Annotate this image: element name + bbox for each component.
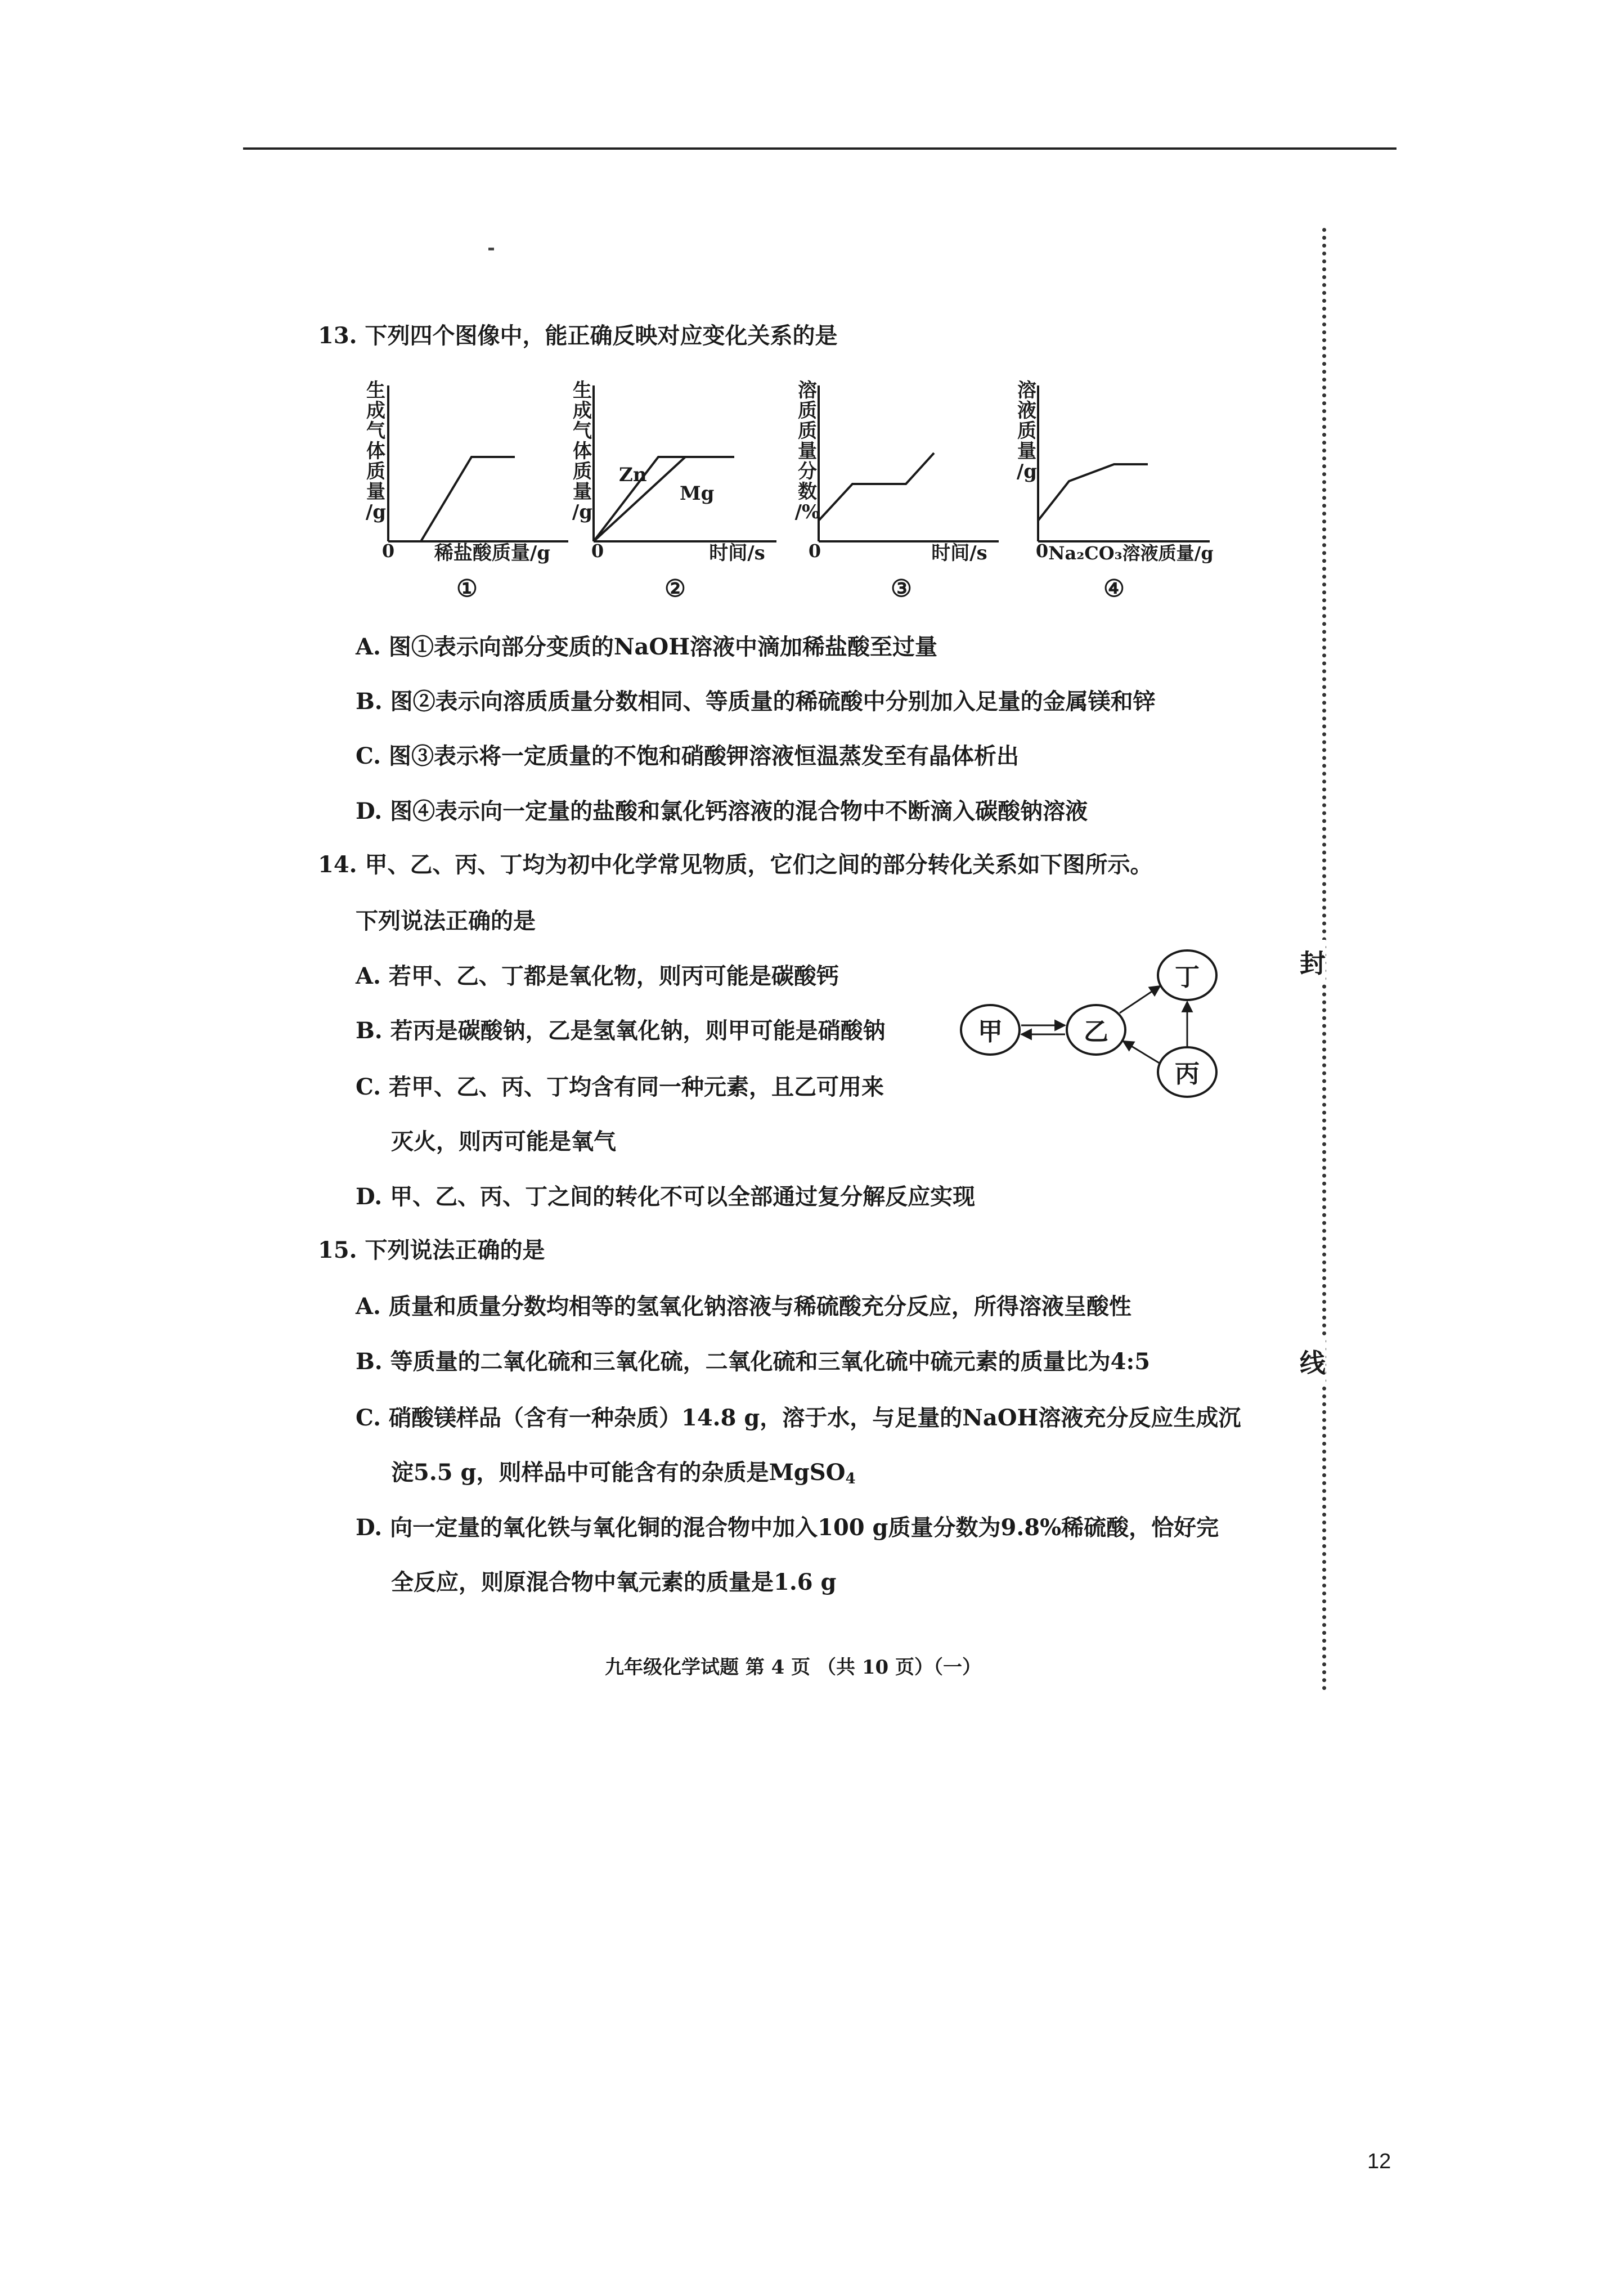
graph-1-ylabel-char: /g (365, 501, 387, 523)
graph-2-xlabel: 时间/s (709, 542, 765, 564)
node-yi: 乙 (1084, 1017, 1108, 1046)
q14-stem-2: 下列说法正确的是 (356, 908, 536, 934)
graph-4 (1017, 379, 1214, 602)
page-footer: 九年级化学试题 第 4 页 （共 10 页）（一） (605, 1656, 981, 1679)
graph-2-ylabel-char: 气 (573, 420, 592, 442)
graph-1-ylabel-char: 量 (366, 481, 385, 503)
q14-option-c: C. 若甲、乙、丙、丁均含有同一种元素，且乙可用来 (356, 1074, 884, 1100)
graph-3-xlabel: 时间/s (931, 542, 987, 564)
graph-3-ylabel-char: 数 (798, 481, 817, 503)
graph-2-ylabel-char: 量 (573, 481, 592, 503)
graph-3-ylabel (795, 379, 820, 523)
top-rule (243, 147, 1397, 150)
scan-speck (488, 248, 494, 250)
graph-3-ylabel-char: /% (794, 501, 820, 523)
q14-option-a: A. 若甲、乙、丁都是氧化物，则丙可能是碳酸钙 (356, 963, 839, 989)
graph-4-ylabel (1017, 379, 1037, 483)
node-jia: 甲 (978, 1017, 1003, 1046)
graph-1-ylabel-char: 成 (366, 400, 385, 422)
graph-1-ylabel-char: 生 (366, 379, 385, 402)
q13-option-a: A. 图①表示向部分变质的NaOH溶液中滴加稀盐酸至过量 (356, 634, 938, 660)
q15-stem: 15. 下列说法正确的是 (318, 1237, 545, 1263)
q15-option-b: B. 等质量的二氧化硫和三氧化硫，二氧化硫和三氧化硫中硫元素的质量比为4:5 (356, 1348, 1151, 1375)
graph-2-origin: 0 (591, 540, 604, 562)
q13-option-c: C. 图③表示将一定质量的不饱和硝酸钾溶液恒温蒸发至有晶体析出 (356, 743, 1019, 769)
graph-4-ylabel-char: 液 (1017, 400, 1036, 422)
graph-4-ylabel-char: 溶 (1017, 379, 1036, 402)
graph-1-origin: 0 (381, 540, 395, 562)
page-number: 12 (1367, 2150, 1391, 2173)
graph-1-ylabel-char: 质 (366, 460, 385, 483)
q14-diagram (961, 950, 1216, 1097)
graph-1-ylabel-char: 体 (366, 440, 385, 463)
q15-option-c-text: 淀5.5 g，则样品中可能含有的杂质是MgSO (391, 1459, 846, 1486)
q15-option-d-cont: 全反应，则原混合物中氧元素的质量是1.6 g (391, 1569, 837, 1595)
graph-2-ylabel-char: 成 (573, 400, 592, 422)
graph-4-origin: 0 (1035, 540, 1049, 562)
graph-2-ylabel-char: 生 (573, 379, 592, 402)
q14-option-d: D. 甲、乙、丙、丁之间的转化不可以全部通过复分解反应实现 (356, 1183, 976, 1210)
graph-3-ylabel-char: 量 (798, 440, 817, 463)
graph-3-number: ③ (891, 575, 912, 602)
q15-option-c-subscript: 4 (845, 1470, 856, 1487)
node-ding: 丁 (1175, 963, 1200, 992)
graph-4-xlabel: Na₂CO₃溶液质量/g (1048, 542, 1214, 564)
graph-1-ylabel (366, 379, 386, 523)
node-bing: 丙 (1175, 1060, 1200, 1088)
graph-4-ylabel-char: 质 (1017, 420, 1036, 442)
graph-2-ylabel (572, 379, 592, 523)
graph-1-xlabel: 稀盐酸质量/g (434, 542, 551, 564)
q15-option-c: C. 硝酸镁样品（含有一种杂质）14.8 g，溶于水，与足量的NaOH溶液充分反应生成沉 (356, 1405, 1241, 1431)
graph-3 (795, 379, 999, 602)
graph-2-label-mg: Mg (680, 482, 715, 505)
q13-option-b: B. 图②表示向溶质质量分数相同、等质量的稀硫酸中分别加入足量的金属镁和锌 (356, 688, 1156, 715)
graph-1-number: ① (456, 575, 478, 602)
graph-4-ylabel-char: 量 (1017, 440, 1036, 463)
graph-2 (572, 379, 776, 602)
graph-2-ylabel-char: 体 (573, 440, 592, 463)
graph-1 (366, 379, 568, 602)
q15-option-c-cont (391, 1455, 856, 1487)
graph-4-ylabel-char: /g (1016, 460, 1038, 483)
binding-mark-feng: 封 (1300, 940, 1326, 984)
q15-option-d: D. 向一定量的氧化铁与氧化铜的混合物中加入100 g质量分数为9.8%稀硫酸，恰好完 (356, 1514, 1219, 1541)
q13-stem: 13. 下列四个图像中，能正确反映对应变化关系的是 (318, 322, 838, 349)
q14-option-c-cont: 灭火，则丙可能是氧气 (391, 1128, 616, 1155)
q15-option-a: A. 质量和质量分数均相等的氢氧化钠溶液与稀硫酸充分反应，所得溶液呈酸性 (356, 1293, 1131, 1320)
graph-2-number: ② (664, 575, 686, 602)
graph-2-ylabel-char: 质 (573, 460, 592, 483)
q14-option-b: B. 若丙是碳酸钠，乙是氢氧化钠，则甲可能是硝酸钠 (356, 1017, 886, 1044)
binding-mark-xian: 线 (1300, 1339, 1326, 1383)
graph-3-ylabel-char: 质 (798, 400, 817, 422)
graph-3-ylabel-char: 溶 (798, 379, 817, 402)
graph-4-number: ④ (1103, 575, 1125, 602)
graph-3-ylabel-char: 分 (798, 460, 817, 483)
graph-2-label-zn: Zn (619, 464, 647, 486)
graph-1-ylabel-char: 气 (366, 420, 385, 442)
graph-3-origin: 0 (808, 540, 821, 562)
q13-option-d: D. 图④表示向一定量的盐酸和氯化钙溶液的混合物中不断滴入碳酸钠溶液 (356, 798, 1088, 824)
graph-3-ylabel-char: 质 (798, 420, 817, 442)
q14-stem: 14. 甲、乙、丙、丁均为初中化学常见物质，它们之间的部分转化关系如下图所示。 (318, 851, 1153, 878)
graph-2-ylabel-char: /g (572, 501, 593, 523)
